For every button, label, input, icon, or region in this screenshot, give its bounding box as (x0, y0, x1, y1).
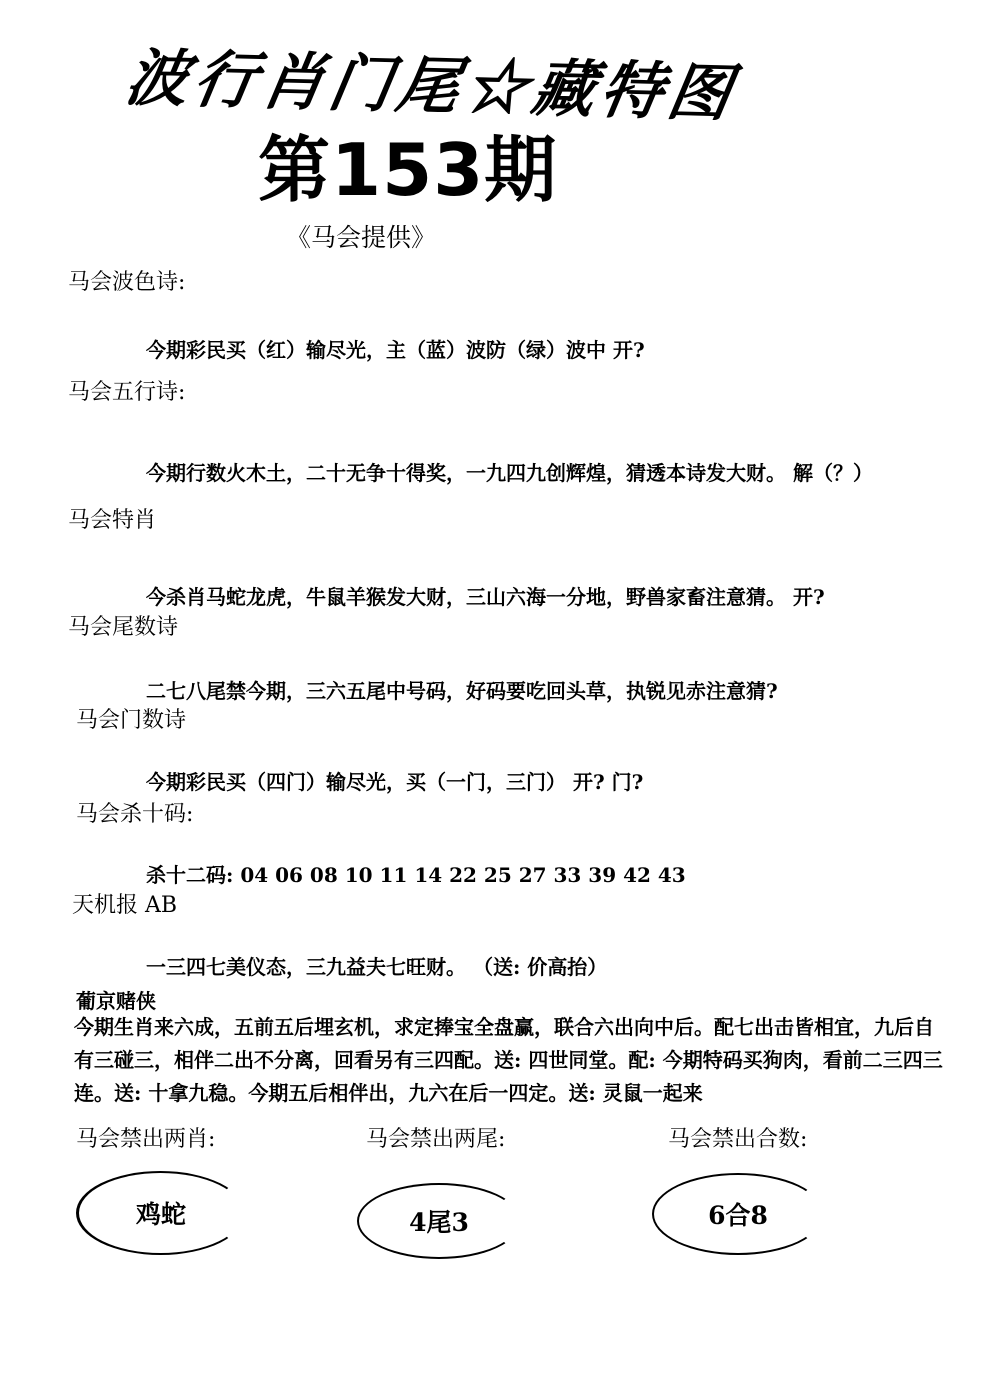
wave-color-label: 马会波色诗: (68, 270, 186, 295)
five-elements-poem: 今期行数火木土，二十无争十得奖，一九四九创辉煌，猜透本诗发大财。 解（？） (146, 461, 873, 485)
ban-sum-value: 6合8 (708, 1201, 768, 1230)
tail-number-poem: 二七八尾禁今期，三六五尾中号码，好码要吃回头草，执锐见赤注意猜? (146, 679, 778, 703)
tianji-text: 一三四七美仪态，三九益夫七旺财。 （送: 价高抬） (146, 955, 608, 979)
special-zodiac-poem: 今杀肖马蛇龙虎，牛鼠羊猴发大财，三山六海一分地，野兽家畜注意猜。 开? (146, 585, 825, 609)
kill-ten-label: 马会杀十码: (76, 802, 194, 827)
kill-ten-numbers: 杀十二码: 04 06 08 10 11 14 22 25 27 33 39 42 43 (146, 863, 686, 887)
ban-zodiac-oval (76, 1171, 245, 1255)
issue-number: 第153期 (258, 128, 558, 212)
gamble-label: 葡京赌侠 (76, 989, 156, 1013)
door-number-poem: 今期彩民买（四门）输尽光，买（一门，三门） 开? 门? (146, 770, 644, 794)
ban-tail-oval (357, 1183, 521, 1259)
special-zodiac-label: 马会特肖 (68, 508, 157, 533)
ban-tail-label: 马会禁出两尾: (366, 1127, 506, 1152)
ban-sum-oval (652, 1173, 824, 1255)
ban-zodiac-label: 马会禁出两肖: (76, 1127, 216, 1152)
ban-sum-label: 马会禁出合数: (668, 1127, 808, 1152)
page-title: 波行肖门尾☆藏特图 (120, 40, 743, 130)
tail-number-label: 马会尾数诗 (68, 615, 179, 640)
five-elements-label: 马会五行诗: (68, 380, 186, 405)
ban-zodiac-value: 鸡蛇 (135, 1200, 186, 1229)
provider-credit: 《马会提供》 (286, 223, 437, 252)
ban-tail-value: 4尾3 (409, 1208, 469, 1237)
door-number-label: 马会门数诗 (76, 708, 187, 733)
wave-color-poem: 今期彩民买（红）输尽光，主（蓝）波防（绿）波中 开? (146, 338, 645, 362)
gamble-paragraph: 今期生肖来六成，五前五后埋玄机，求定捧宝全盘赢，联合六出向中后。配七出击皆相宜，九后自有三碰三，相伴二出不分离，回看另有三四配。送: 四世同堂。配: 今期特码买狗肉，看前二三四三连。送: 十拿九稳。今期五后相伴出，九六在后一四定。送: 灵鼠一起来 (74, 1015, 943, 1105)
tianji-label: 天机报 AB (72, 893, 178, 918)
